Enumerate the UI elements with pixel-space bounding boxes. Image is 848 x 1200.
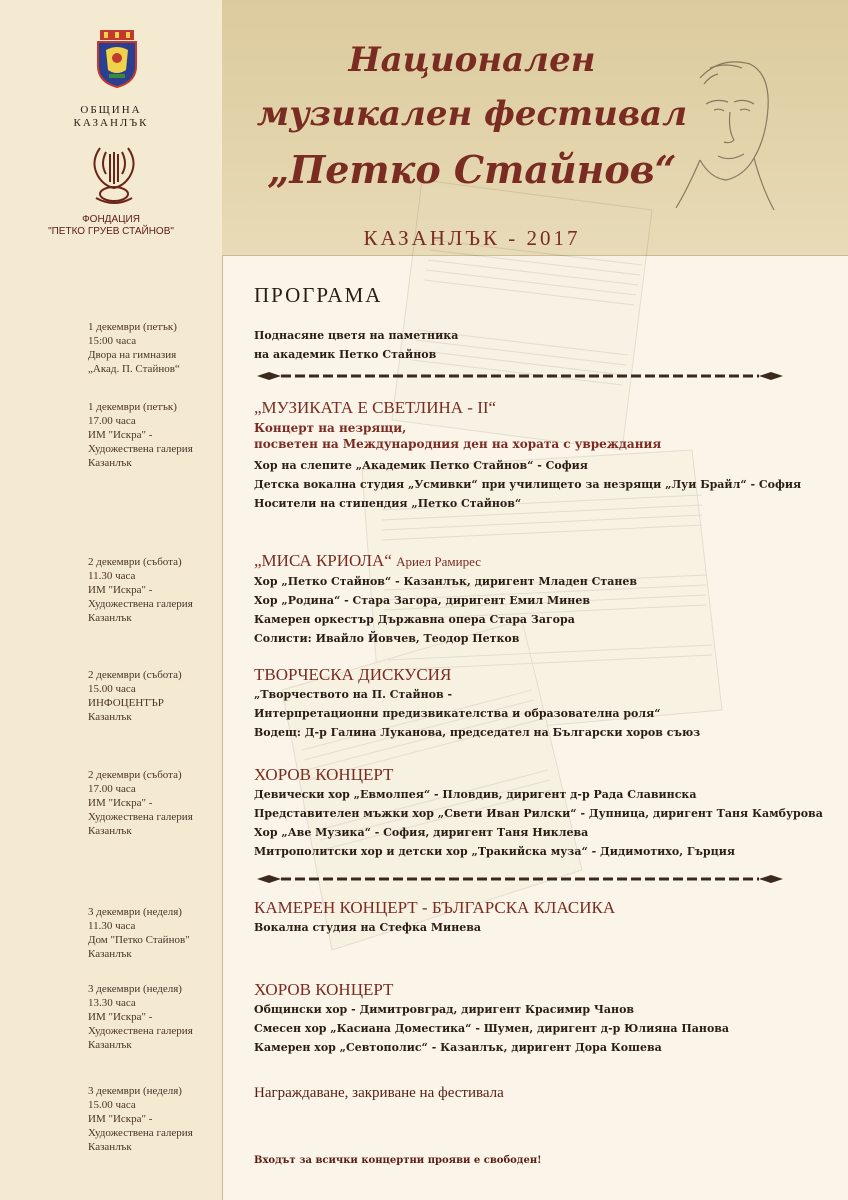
event-1-info: 1 декември (петък) 15:00 часа Двора на гимназия „Акад. П. Стайнов“ <box>88 321 180 375</box>
event-8-body <box>254 1084 834 1102</box>
program-heading: ПРОГРАМА <box>254 283 383 307</box>
event-6-info: 3 декември (неделя) 11.30 часа Дом "Петко Стайнов" Казанлък <box>88 906 190 960</box>
event-line: Общински хор - Димитровград, диригент Красимир Чанов <box>254 1003 635 1016</box>
festival-title-line-1: Национален <box>348 40 596 80</box>
event-line: Хор „Родина“ - Стара Загора, диригент Емил Минев <box>254 594 590 607</box>
event-line: Хор „Петко Стайнов“ - Казанлък, диригент Младен Станев <box>254 575 638 588</box>
event-4-info: 2 декември (събота) 15.00 часа ИНФОЦЕНТЪР Казанлък <box>88 669 182 723</box>
event-title: КАМЕРЕН КОНЦЕРТ - БЪЛГАРСКА КЛАСИКА <box>254 898 616 917</box>
event-6-body <box>254 898 834 937</box>
event-title: „МУЗИКАТА Е СВЕТЛИНА - II“ <box>254 398 497 417</box>
event-line: Хор на слепите „Академик Петко Стайнов“ - София <box>254 459 588 472</box>
event-line: Интерпретационни предизвикателства и образователна роля“ <box>254 707 661 720</box>
event-line: Поднасяне цветя на паметника <box>254 329 459 342</box>
event-line: Камерен оркестър Държавна опера Стара Загора <box>254 613 575 626</box>
ornament-divider <box>255 873 785 885</box>
event-5-info: 2 декември (събота) 17.00 часа ИМ "Искра" - Художествена галерия Казанлък <box>88 769 193 837</box>
event-line: Смесен хор „Касиана Доместика“ - Шумен, диригент д-р Юлияна Панова <box>254 1022 730 1035</box>
event-line: Митрополитски хор и детски хор „Тракийска муза“ - Дидимотихо, Гърция <box>254 845 735 858</box>
city-year: КАЗАНЛЪК - 2017 <box>363 226 581 250</box>
event-8-info: 3 декември (неделя) 15.00 часа ИМ "Искра" - Художествена галерия Казанлък <box>88 1085 193 1153</box>
event-line: Вокална студия на Стефка Минева <box>254 921 482 934</box>
foundation-lyre-icon <box>86 142 142 210</box>
event-2-info: 1 декември (петък) 17.00 часа ИМ "Искра" - Художествена галерия Казанлък <box>88 401 193 469</box>
event-closing: Награждаване, закриване на фестивала <box>254 1085 504 1101</box>
ornament-divider <box>255 370 785 382</box>
event-line: Хор „Аве Музика“ - София, диригент Таня Никлева <box>254 826 589 839</box>
event-2-body <box>254 398 834 513</box>
event-subtitle: Концерт на незрящи, посветен на Международния ден на хората с увреждания <box>254 421 662 451</box>
event-4-body <box>254 665 834 742</box>
event-line: Солисти: Ивайло Йовчев, Теодор Петков <box>254 632 520 645</box>
event-line: Представителен мъжки хор „Свети Иван Рилски“ - Дупница, диригент Таня Камбурова <box>254 807 823 820</box>
event-7-body <box>254 980 834 1057</box>
event-7-info: 3 декември (неделя) 13.30 часа ИМ "Искра" - Художествена галерия Казанлък <box>88 983 193 1051</box>
event-line: Водещ: Д-р Галина Луканова, председател на Български хоров съюз <box>254 726 701 739</box>
festival-title-line-3: „Петко Стайнов“ <box>267 147 677 192</box>
event-line: на академик Петко Стайнов <box>254 348 437 361</box>
municipality-crest-icon <box>94 30 140 88</box>
event-title: ХОРОВ КОНЦЕРТ <box>254 765 394 784</box>
foundation-name: ФОНДАЦИЯ "ПЕТКО ГРУЕВ СТАЙНОВ" <box>48 214 174 237</box>
event-3-body <box>254 551 834 648</box>
event-line: „Творчеството на П. Стайнов - <box>254 688 453 701</box>
event-1-body <box>254 326 834 364</box>
festival-title-line-2: музикален фестивал <box>256 94 688 134</box>
composer-portrait-icon <box>670 48 778 213</box>
event-title: ХОРОВ КОНЦЕРТ <box>254 980 394 999</box>
event-line: Детска вокална студия „Усмивки“ при училището за незрящи „Луи Брайл“ - София <box>254 478 802 491</box>
event-line: Носители на стипендия „Петко Стайнов“ <box>254 497 522 510</box>
free-entry-note: Входът за всички концертни прояви е свободен! <box>254 1155 542 1166</box>
event-line: Девически хор „Евмолпея“ - Пловдив, диригент д-р Рада Славинска <box>254 788 697 801</box>
event-5-body <box>254 765 834 861</box>
event-title: ТВОРЧЕСКА ДИСКУСИЯ <box>254 665 452 684</box>
event-title: „МИСА КРИОЛА“ Ариел Рамирес <box>254 551 481 570</box>
event-line: Камерен хор „Севтополис“ - Казанлък, диригент Дора Кошева <box>254 1041 662 1054</box>
municipality-name: ОБЩИНА КАЗАНЛЪК <box>73 104 149 129</box>
event-3-info: 2 декември (събота) 11.30 часа ИМ "Искра" - Художествена галерия Казанлък <box>88 556 193 624</box>
